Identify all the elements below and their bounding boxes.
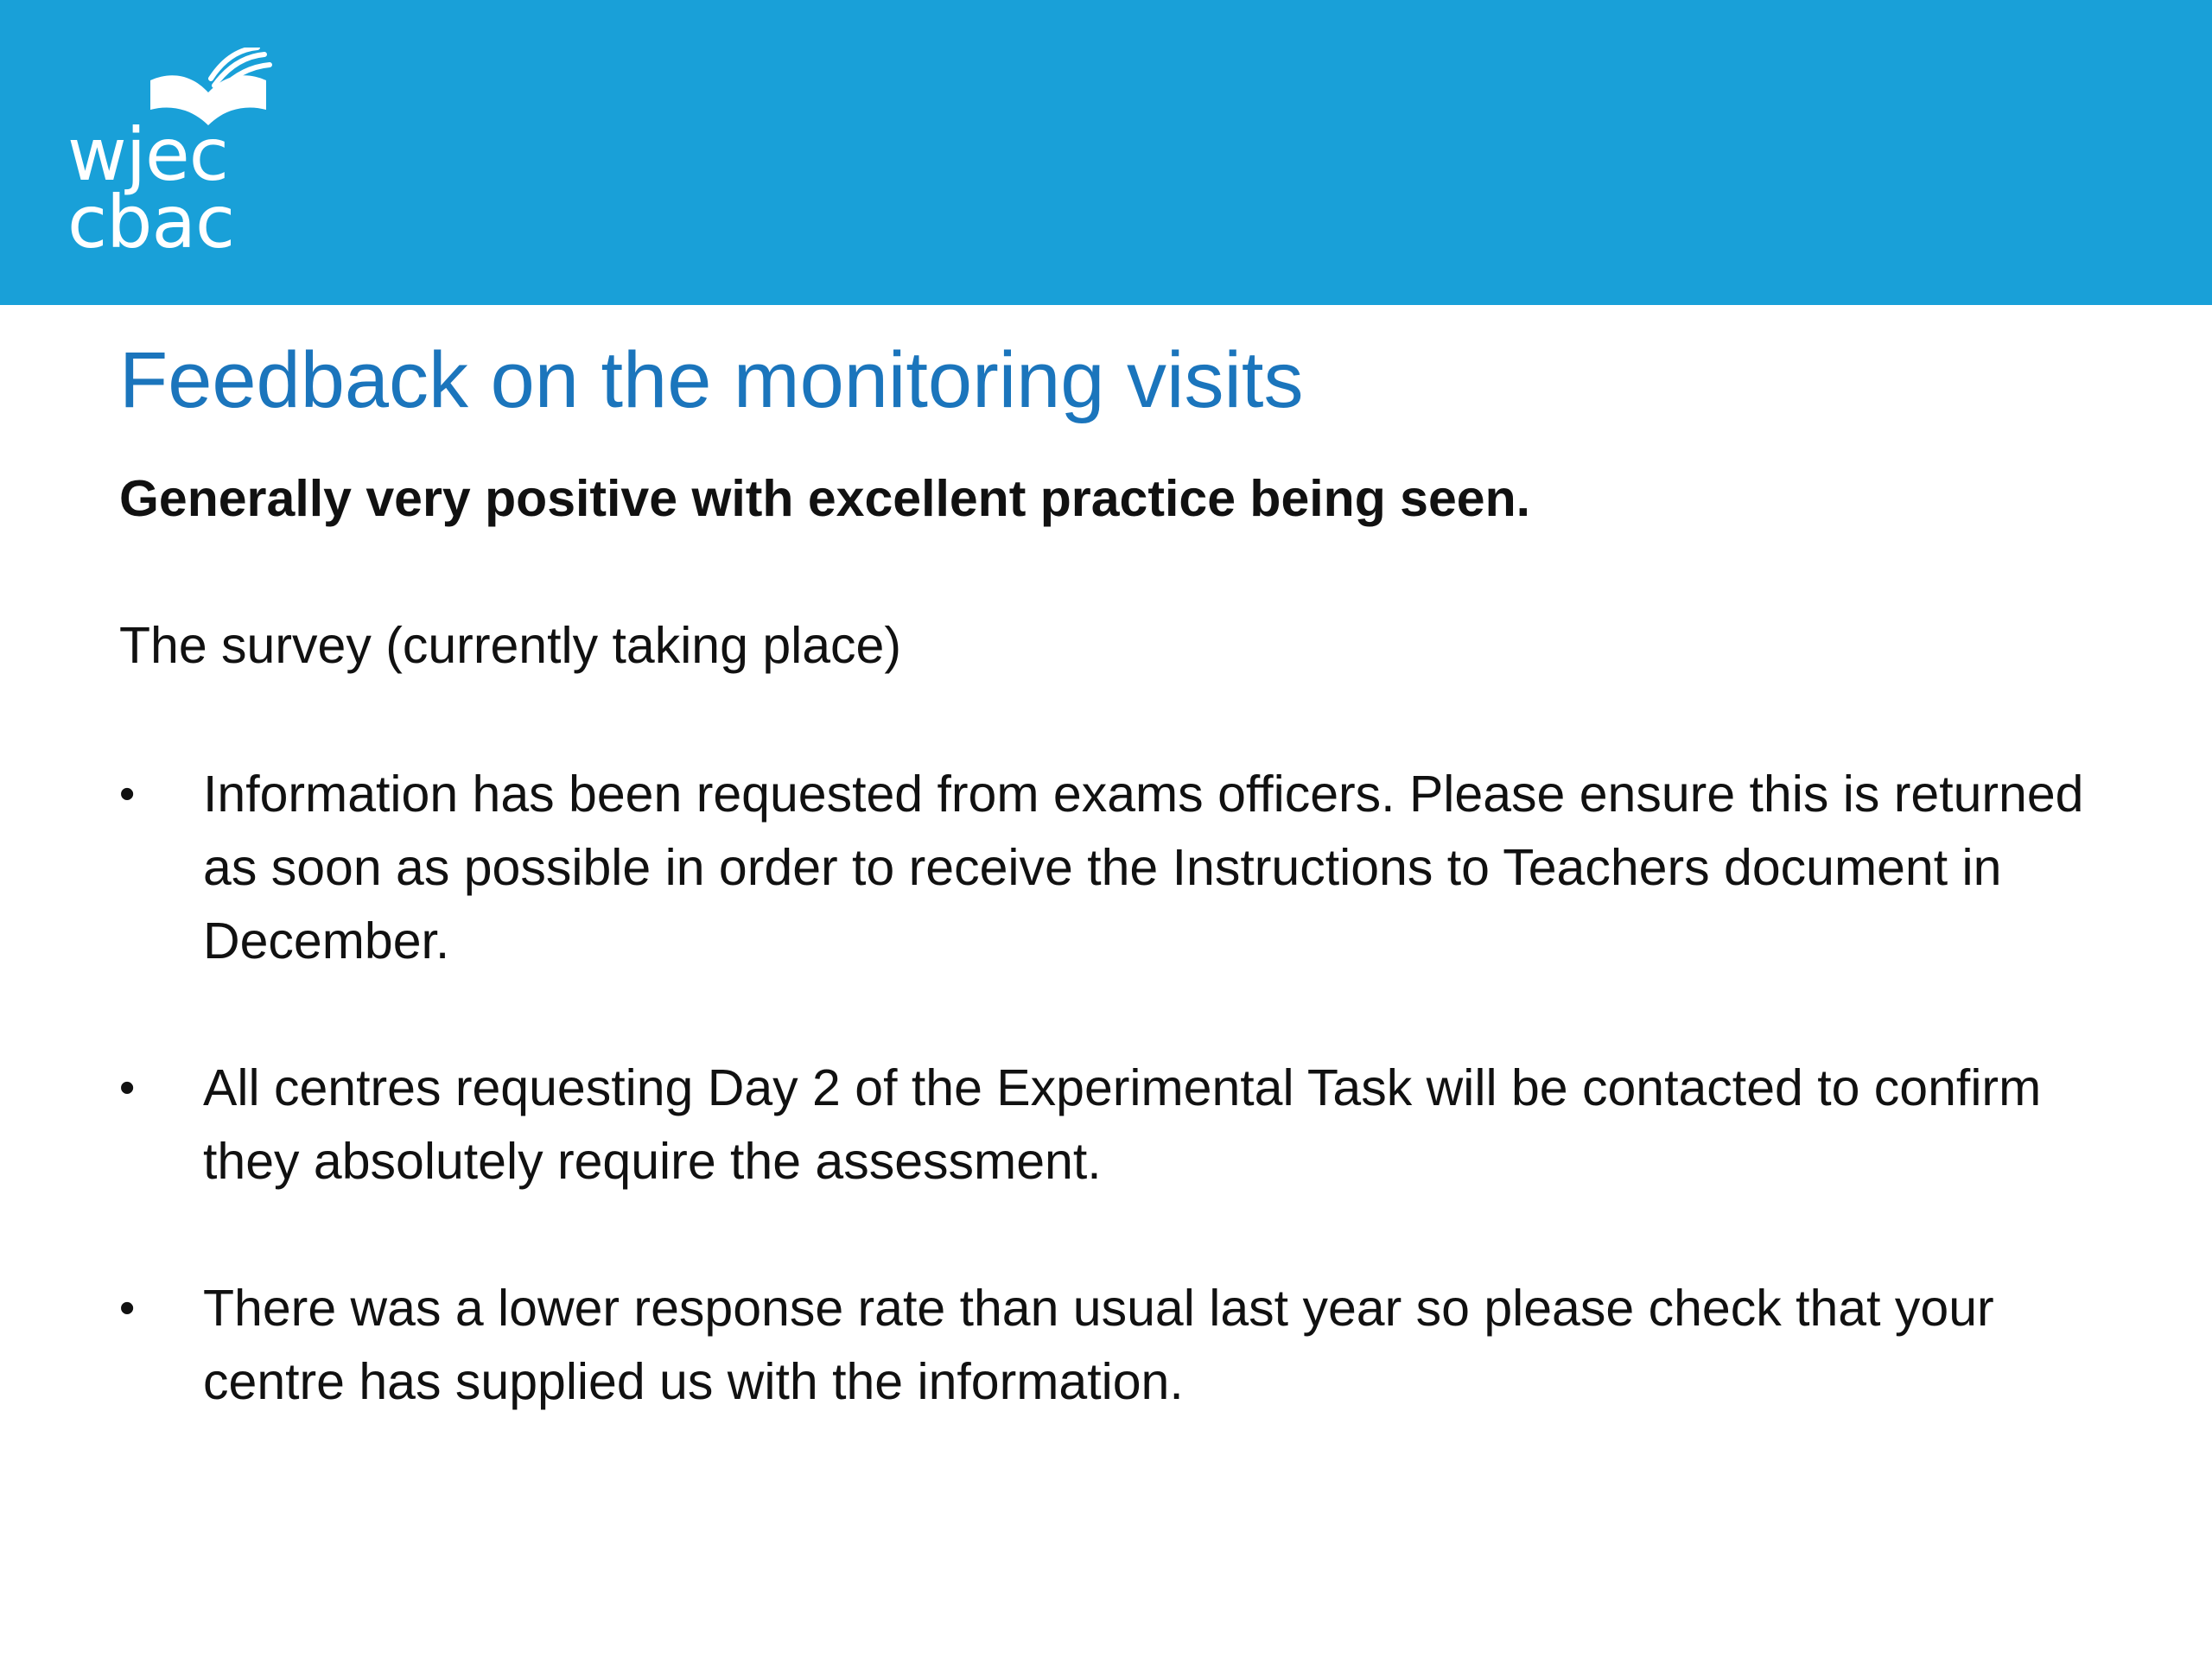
wjec-cbac-logo	[67, 48, 292, 264]
logo-text-cbac: cbac	[67, 180, 235, 264]
bullet-item	[119, 1272, 2124, 1419]
survey-subheading: The survey (currently taking place)	[119, 617, 902, 674]
slide-title: Feedback on the monitoring visits	[119, 336, 1304, 424]
bullet-text: All centres requesting Day 2 of the Experimental Task will be contacted to confirm they absolutely require the assessment.	[203, 1059, 2042, 1190]
logo-text-wjec: wjec	[67, 112, 228, 197]
header-band	[0, 0, 2212, 305]
lead-statement: Generally very positive with excellent practice being seen.	[119, 470, 1531, 527]
bullet-dot-icon: •	[119, 1063, 136, 1113]
bullet-item	[119, 758, 2124, 978]
bullet-item	[119, 1052, 2124, 1198]
bullet-text: There was a lower response rate than usual last year so please check that your centre has supplied us with the information.	[203, 1280, 1994, 1410]
bullet-text: Information has been requested from exams officers. Please ensure this is returned as soon as possible in order to receive the Instructions to Teachers document in December.	[203, 766, 2084, 969]
bullet-list	[119, 758, 2124, 1492]
bullet-dot-icon: •	[119, 1283, 136, 1333]
bullet-dot-icon: •	[119, 769, 136, 819]
